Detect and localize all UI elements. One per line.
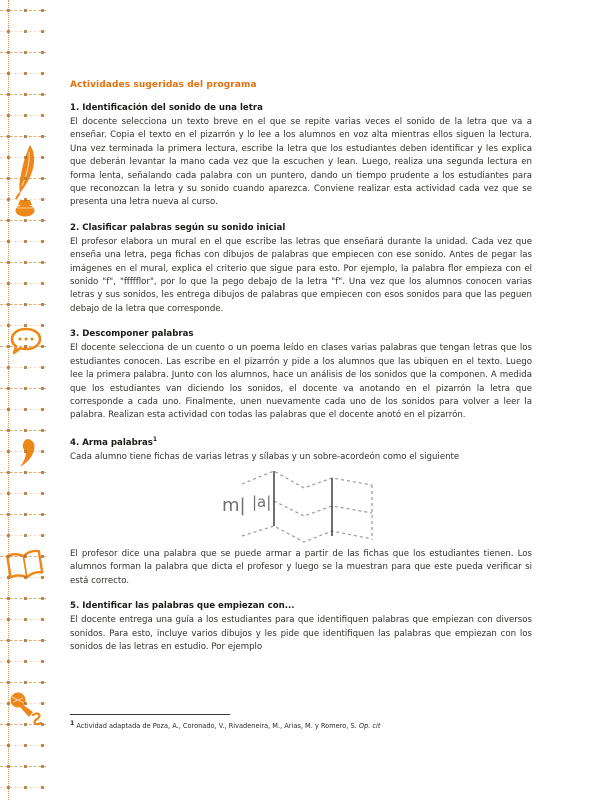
open-book-icon: [4, 547, 47, 585]
margin-row: [0, 136, 46, 137]
margin-row: [0, 10, 46, 11]
figure-letter-m: m|: [222, 494, 246, 516]
margin-row: [0, 472, 46, 473]
footnote-divider: [70, 714, 230, 715]
footnote-citation: Actividad adaptada de Poza, A., Coronado, V., Rivadeneira, M., Arias, M. y Romero, S.: [76, 722, 359, 731]
margin-row: [0, 598, 46, 599]
margin-row: [0, 346, 46, 347]
margin-row: [0, 535, 46, 536]
section-4-intro: Cada alumno tiene fichas de varias letras y sílabas y un sobre-acordeón como el siguiente: [70, 451, 460, 462]
margin-row: [0, 682, 46, 683]
document-content: [70, 80, 532, 654]
margin-row: [0, 325, 46, 326]
margin-row: [0, 73, 46, 74]
margin-row: [0, 241, 46, 242]
margin-row: [0, 157, 46, 158]
section-4-heading-footnote-marker: 1: [152, 435, 158, 443]
margin-row: [0, 220, 46, 221]
footnote-marker: 1: [70, 720, 75, 727]
margin-row: [0, 409, 46, 410]
margin-row: [0, 724, 46, 725]
margin-row: [0, 430, 46, 431]
section-5-heading: 5. Identificar las palabras que empiezan con...: [70, 601, 295, 612]
margin-row: [0, 787, 46, 788]
section-4-heading-text: 4. Arma palabras: [70, 437, 153, 448]
margin-row: [0, 283, 46, 284]
section-1-body: El docente selecciona un texto breve en el que se repite varias veces el sonido de la letra que va a enseñar. Copia el texto en el pizarrón y lo lee a los alumnos en voz alta mientras ellos siguen la lectura. Una vez terminada la primera lectura, escribe la letra que los estudiantes deben identificar y les explica que deberán levantar la mano cada vez que la escuchen y lean. Luego, realiza una segunda lectura en forma lenta, señalando cada palabra con un puntero, dando un tiempo prudente a los estudiantes para que reconozcan la letra y su sonido cuando aparezca. Conviene realizar esta actividad cada vez que se presenta una letra nueva al curso.: [70, 117, 532, 208]
inkwell-icon: [13, 199, 37, 217]
comma-icon: [17, 438, 37, 468]
footnote-text: [70, 719, 532, 731]
margin-vertical-line: [8, 0, 9, 800]
margin-row: [0, 304, 46, 305]
margin-row: [0, 577, 46, 578]
section-5-body: El docente entrega una guía a los estudiantes para que identifiquen palabras que empiezan con diversos sonidos. Para esto, incluye varios dibujos y les pide que identifiquen las palabras que empiezan con los sonidos de las letras en estudio. Por ejemplo: [70, 615, 532, 653]
margin-row: [0, 262, 46, 263]
margin-row: [0, 556, 46, 557]
speech-bubble-icon: [9, 327, 43, 357]
margin-row: [0, 619, 46, 620]
figure-letter-a: |a|: [252, 492, 272, 511]
margin-row: [0, 745, 46, 746]
margin-row: [0, 199, 46, 200]
page-title: Actividades sugeridas del programa: [70, 80, 257, 90]
section-4-body: El profesor dice una palabra que se puede armar a partir de las fichas que los estudiantes tienen. Los alumnos forman la palabra que dicta el profesor y luego se la muestran para que este pueda verificar si está correcto.: [70, 548, 532, 586]
margin-row: [0, 367, 46, 368]
footnote-reference: Op. cit: [358, 722, 381, 731]
margin-row: [0, 52, 46, 53]
margin-row: [0, 640, 46, 641]
margin-row: [0, 703, 46, 704]
footnote: [70, 714, 532, 731]
margin-row: [0, 766, 46, 767]
margin-row: [0, 94, 46, 95]
margin-row: [0, 661, 46, 662]
section-3-heading: 3. Descomponer palabras: [70, 329, 194, 340]
section-1-heading: 1. Identificación del sonido de una letra: [70, 103, 263, 113]
section-4-heading: [70, 436, 532, 448]
accordion-envelope-figure: [70, 466, 532, 546]
quill-icon: [9, 144, 39, 200]
margin-row: [0, 493, 46, 494]
margin-row: [0, 451, 46, 452]
section-2-heading: 2. Clasificar palabras según su sonido inicial: [70, 222, 286, 233]
section-3-body: El docente selecciona de un cuento o un poema leído en clases varias palabras que tengan letras que los estudiantes conocen. Las escribe en el pizarrón y pide a los alumnos que las ubiquen en el texto. Luego lee la primera palabra. Junto con los alumnos, hace un análisis de los sonidos que la componen. A medida que los estudiantes van diciendo los sonidos, el docente va anotando en el pizarrón la letra que corresponde a cada uno. Finalmente, unen nuevamente cada uno de los sonidos para volver a leer la palabra. Realizan esta actividad con todas las palabras que el docente anotó en el pizarrón.: [70, 343, 532, 421]
margin-decoration: [0, 0, 46, 800]
margin-row: [0, 178, 46, 179]
margin-row: [0, 31, 46, 32]
margin-row: [0, 388, 46, 389]
margin-row: [0, 514, 46, 515]
section-2-body: El profesor elabora un mural en el que escribe las letras que enseñará durante la unidad. Cada vez que enseña una letra, pega fichas con dibujos de palabras que empiecen con ese sonido. Antes de pegar las imágenes en el mural, explica el criterio que sigue para esto. Por ejemplo, la palabra flor empieza con el sonido "f", "ffffflor", por lo que la pego debajo de la letra "f". Una vez que los alumnos conocen varias letras y sus sonidos, les entrega dibujos de palabras que empiecen con esos sonidos para que las peguen debajo de la letra que corresponde.: [70, 236, 532, 314]
margin-row: [0, 115, 46, 116]
